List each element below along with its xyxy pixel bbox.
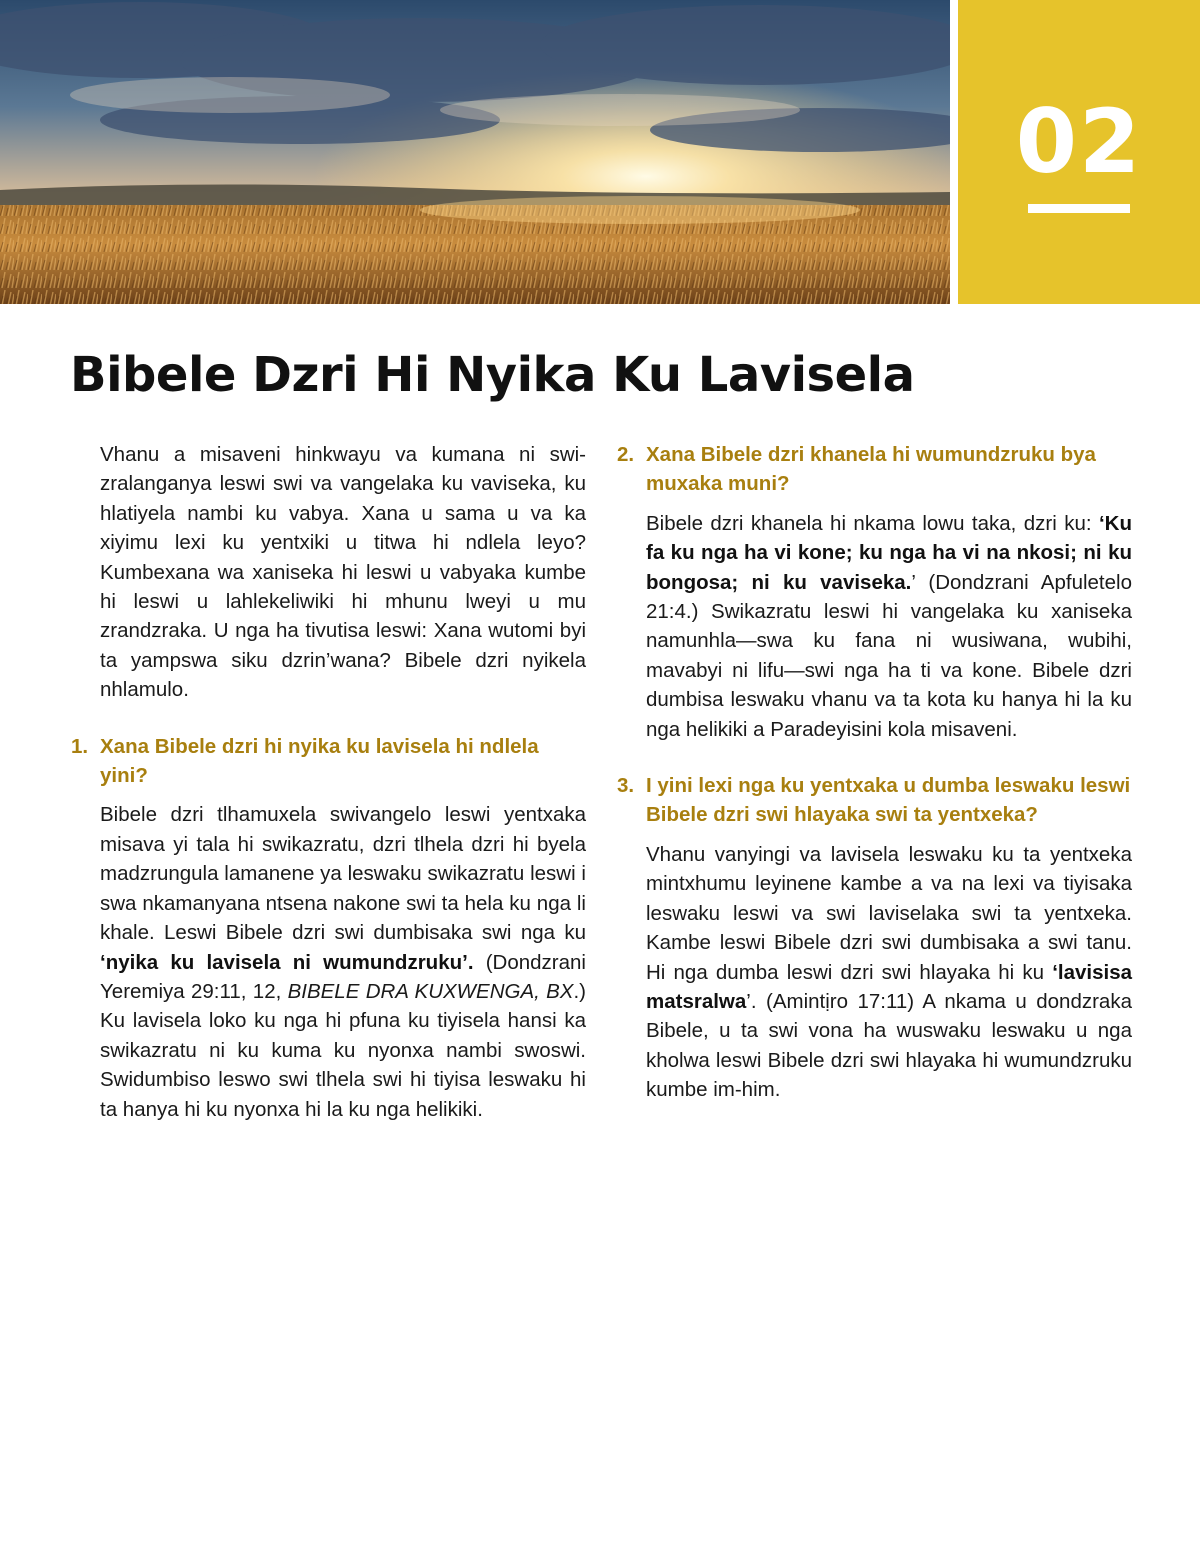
- section-1-body: Bibele dzri tlhamuxela swivangelo leswi yentxaka misava yi tala hi swikazratu, dzri tlhela dzri hi byela madzrungula lamanene ya leswaku swikazratu leswi i swa nkamanyana ntsena nakone swi ta hela ku nga li khale. Leswi Bibele dzri swi dumbisaka swi nga ku ‘nyika ku lavisela ni wumundzruku’. (Dondzrani Yeremiya 29:11, 12, BIBELE DRA KUXWENGA, BX.) Ku lavisela loko ku nga hi pfuna ku tiyisela hansi ka swikazratu ni ku kuma ku nyonxa nambi swoswi. Swidumbiso leswo swi tlhela swi hi tiyisa leswaku hi ta hanya hi ku nyonxa hi la ku nga helikiki.: [100, 803, 586, 1121]
- page-title: Bibele Dzri Hi Nyika Ku Lavisela: [70, 347, 915, 403]
- wheat-field-sunset-image: [0, 0, 950, 304]
- right-column: [617, 440, 1132, 1105]
- hero-image: [0, 0, 950, 304]
- section-1-quote: ‘nyika ku lavisela ni wumundzruku’.: [100, 950, 474, 974]
- section-2-quote: ‘Ku fa ku nga ha vi kone; ku nga ha vi na nkosi; ni ku bongosa; ni ku vaviseka.: [646, 511, 1132, 594]
- section-1-heading-text: Xana Bibele dzri hi nyika ku lavisela hi ndlela yini?: [100, 734, 539, 788]
- section-3-number: 3.: [617, 774, 635, 798]
- chapter-badge: [958, 0, 1200, 304]
- chapter-underline: [1028, 204, 1130, 213]
- section-3-quote: ‘lavisisa matsralwa: [646, 960, 1132, 1013]
- section-1-number: 1.: [71, 734, 89, 758]
- section-3-heading: [617, 771, 1132, 830]
- bible-version-ref: BIBELE DRA KUXWENGA, BX: [287, 979, 574, 1003]
- left-column: [71, 440, 586, 1124]
- section-3-heading-text: I yini lexi nga ku yentxaka u dumba leswaku leswi Bibele dzri swi hlayaka swi ta yentxeka?: [646, 774, 1131, 827]
- section-2-body: Bibele dzri khanela hi nkama lowu taka, dzri ku: ‘Ku fa ku nga ha vi kone; ku nga ha vi na nkosi; ni ku bongosa; ni ku vaviseka.’ (Dondzrani Apfuletelo 21:4.) Swikazratu leswi hi vangelaka ku xaniseka namunhla—swa ku fana ni wusiwana, wubihi, mavabyi ni lifu—swi nga ha ti va kone. Bibele dzri dumbisa leswaku vhanu va ta kota ku hanya hi la ku nga helikiki a Paradeyisini kola misaveni.: [646, 511, 1132, 741]
- intro-paragraph: Vhanu a misaveni hinkwayu va kumana ni swizralanganya leswi swi va vangelaka ku vaviseka, ku hlatiyela nambi ku vabya. Xana u sama u va ka xiyimu lexi ku yentxiki u titwa hi ndlela leyo? Kumbexana wa xaniseka hi leswi u vabyaka kumbe hi leswi u lahlekeliwiki hi mhunu lweyi u mu zrandzraka. U nga ha tivutisa leswi: Xana wutomi byi ta yampswa siku dzrin’wana? Bibele dzri nyikela nhlamulo.: [100, 443, 586, 702]
- section-2-heading: [617, 440, 1132, 499]
- section-2-number: 2.: [617, 443, 635, 466]
- section-3-body: Vhanu vanyingi va lavisela leswaku ku ta yentxeka mintxhumu leyinene kambe a va na lexi va tiyisaka leswaku leswi va swi laviselaka swi ta yentxeka. Kambe leswi Bibele dzri swi dumbisaka a swi tanu. Hi nga dumba leswi dzri swi hlayaka hi ku ‘lavisisa matsralwa’. (Amintịro 17:11) A nkama u dondzraka Bibele, u ta swi vona ha wuswaku leswaku u nga kholwa leswi Bibele dzri swi hlayaka hi wumundzruku kumbe im-him.: [646, 842, 1132, 1102]
- section-2-heading-text: Xana Bibele dzri khanela hi wumundzruku bya muxaka muni?: [646, 443, 1096, 496]
- section-1-heading: [71, 732, 586, 791]
- chapter-number: 02: [1015, 90, 1143, 193]
